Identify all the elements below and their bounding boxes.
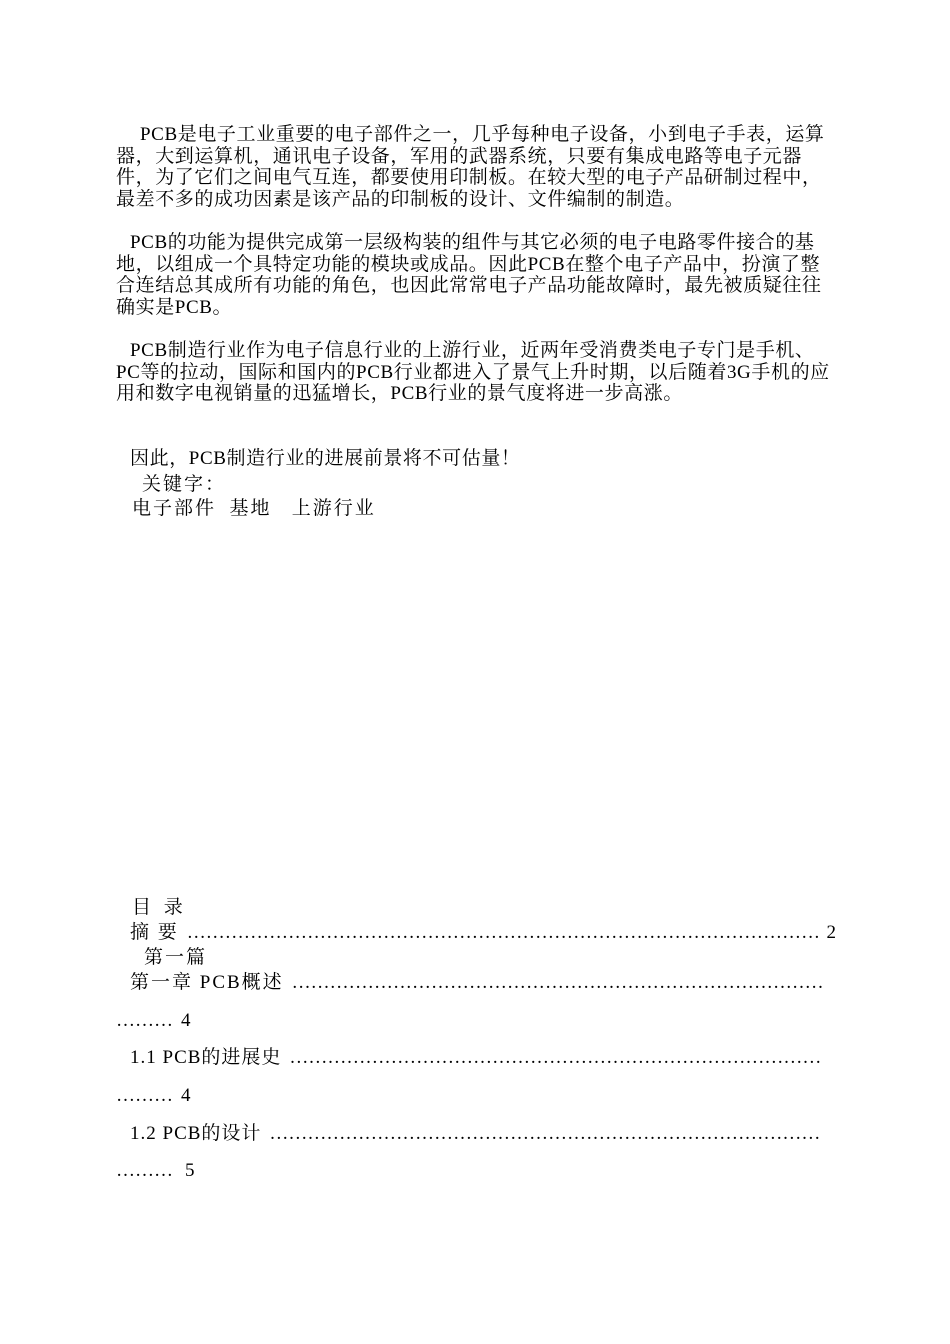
toc-entry-label: 第一章 PCB概述 (130, 972, 284, 993)
keywords-list: 电子部件 基地 上游行业 (132, 498, 376, 519)
abstract-paragraph-4: 因此，PCB制造行业的进展前景将不可估量！ (130, 448, 521, 469)
abstract-paragraph-3: PCB制造行业作为电子信息行业的上游行业，近两年受消费类电子专门是手机、PC等的拉动，国际和国内的PCB行业都进入了景气上升时期，以后随着3G手机的应用和数字电视销量的迅猛增长，PCB行业的景气度将进一步高涨。 (116, 340, 830, 405)
toc-entry-page: 2 (826, 922, 836, 943)
toc-entry-chapter-1-continuation (116, 1010, 191, 1032)
toc-entry-section-1-1[interactable] (130, 1047, 822, 1069)
toc-leader-dots (269, 1123, 822, 1145)
toc-entry-page: 4 (181, 1085, 191, 1106)
toc-entry-section-1-1-continuation (116, 1085, 191, 1107)
toc-entry-section-1-2[interactable] (130, 1123, 822, 1145)
toc-leader-dots (187, 922, 819, 944)
toc-entry-label: 摘 要 (130, 922, 179, 943)
toc-entry-abstract[interactable] (130, 922, 836, 944)
keywords-label: 关键字： (142, 474, 227, 495)
toc-leader-dots (116, 1160, 173, 1181)
toc-title: 目 录 (132, 897, 187, 918)
toc-entry-chapter-1[interactable] (130, 972, 822, 994)
toc-entry-section-1-2-continuation (116, 1160, 195, 1182)
toc-entry-page: 5 (185, 1160, 195, 1181)
toc-part-one[interactable]: 第一篇 (144, 947, 208, 968)
toc-entry-label: 1.1 PCB的进展史 (130, 1047, 282, 1068)
toc-entry-page: 4 (181, 1010, 191, 1031)
toc-leader-dots (292, 972, 822, 994)
toc-leader-dots (289, 1047, 822, 1069)
toc-leader-dots (116, 1085, 173, 1106)
abstract-paragraph-1: PCB是电子工业重要的电子部件之一，几乎每种电子设备，小到电子手表，运算器，大到运算机，通讯电子设备，军用的武器系统，只要有集成电路等电子元器件，为了它们之间电气互连，都要使用印制板。在较大型的电子产品研制过程中，最差不多的成功因素是该产品的印制板的设计、文件编制的制造。 (116, 124, 825, 210)
abstract-paragraph-2: PCB的功能为提供完成第一层级构装的组件与其它必须的电子电路零件接合的基地，以组成一个具特定功能的模块或成品。因此PCB在整个电子产品中，扮演了整合连结总其成所有功能的角色，也因此常常电子产品功能故障时，最先被质疑往往确实是PCB。 (116, 232, 822, 318)
toc-leader-dots (116, 1010, 173, 1031)
toc-entry-label: 1.2 PCB的设计 (130, 1123, 262, 1144)
